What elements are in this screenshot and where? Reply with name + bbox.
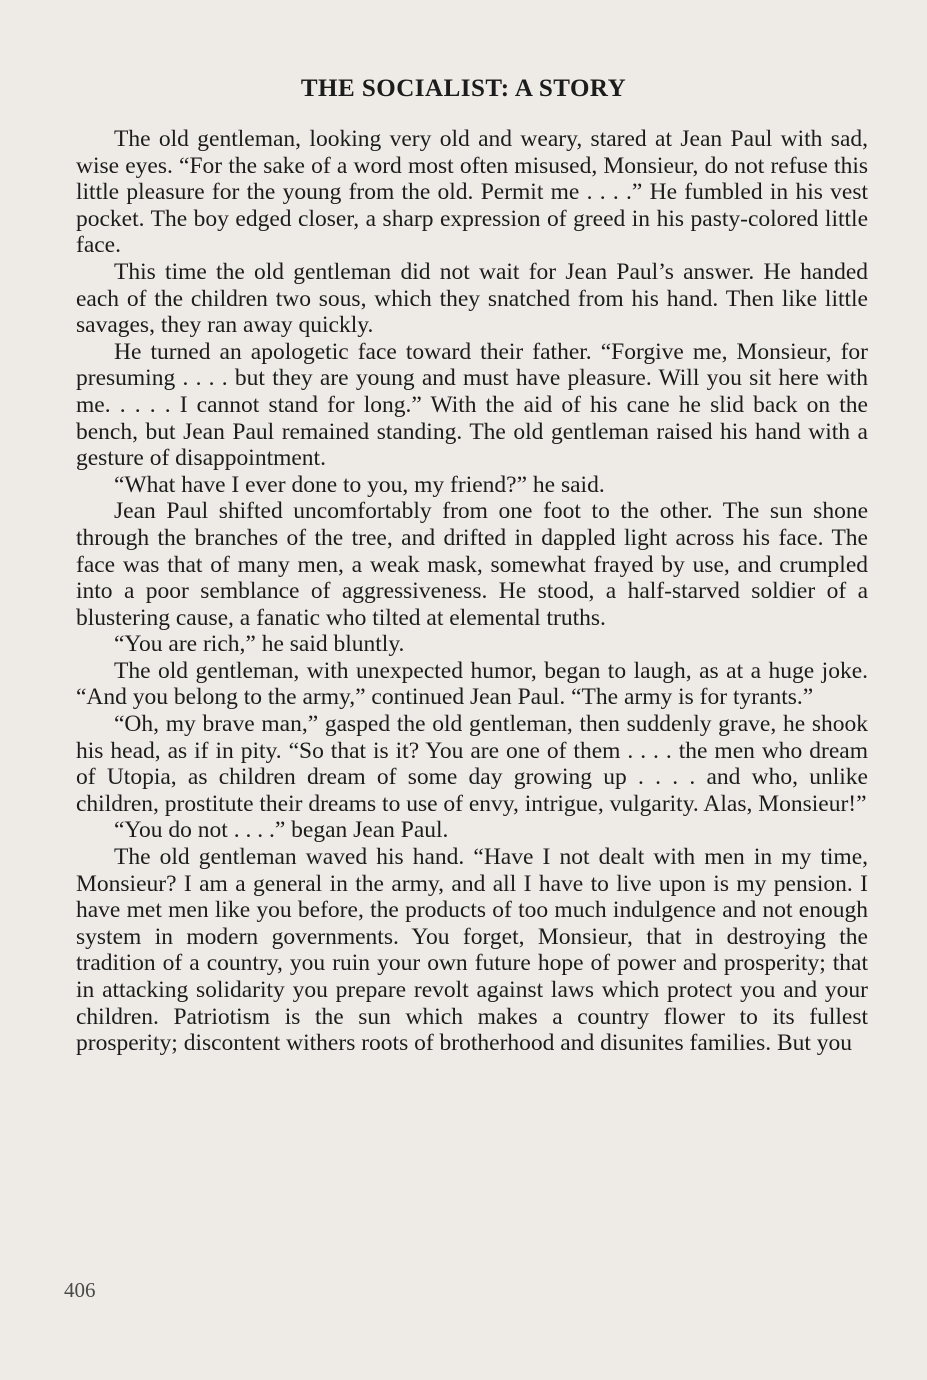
paragraph: “You do not . . . .” began Jean Paul. bbox=[114, 817, 449, 844]
running-head: THE SOCIALIST: A STORY bbox=[300, 75, 627, 102]
paragraph: “What have I ever done to you, my friend?” he said. bbox=[114, 471, 605, 498]
paragraph: The old gentleman waved his hand. “Have I not dealt with men in my time, Monsieur? I am a general in the army, and all I have to live upon is my pension. I have met men like you before, the products of too much indulgence and not enough system in modern governments. You forget, Monsieur, that in destroying the tradition of a country, you ruin your own future hope of power and prosperity; that in attacking solidarity you prepare revolt against laws which protect you and your children. Patriotism is the sun which makes a country flower to its fullest prosperity; discontent withers roots of brotherhood and disunites families. But you bbox=[76, 844, 868, 1057]
paragraph: The old gentleman, looking very old and weary, stared at Jean Paul with sad, wise eyes. “For the sake of a word most often misused, Monsieur, do not refuse this little pleasure for the young from the old. Permit me . . . .” He fumbled in his vest pocket. The boy edged closer, a sharp expression of greed in his pasty-colored little face. bbox=[76, 126, 868, 259]
body-text bbox=[76, 126, 868, 1057]
paragraph: Jean Paul shifted uncomfortably from one foot to the other. The sun shone through the branches of the tree, and drifted in dappled light across his face. The face was that of many men, a weak mask, somewhat frayed by use, and crumpled into a poor semblance of aggressiveness. He stood, a half-starved soldier of a blustering cause, a fanatic who tilted at elemental truths. bbox=[76, 498, 868, 631]
page-number: 406 bbox=[64, 1278, 96, 1302]
paragraph: This time the old gentleman did not wait for Jean Paul’s answer. He handed each of the children two sous, which they snatched from his hand. Then like little savages, they ran away quickly. bbox=[76, 258, 868, 339]
paragraph: The old gentleman, with unexpected humor, began to laugh, as at a huge joke. “And you belong to the army,” continued Jean Paul. “The army is for tyrants.” bbox=[76, 657, 868, 711]
paragraph: “Oh, my brave man,” gasped the old gentleman, then suddenly grave, he shook his head, as if in pity. “So that is it? You are one of them . . . . the men who dream of Utopia, as children dream of some day growing up . . . . and who, unlike children, prostitute their dreams to use of envy, intrigue, vulgarity. Alas, Monsieur!” bbox=[76, 711, 868, 817]
paragraph: He turned an apologetic face toward their father. “Forgive me, Monsieur, for presuming . . . . but they are young and must have pleasure. Will you sit here with me. . . . . I cannot stand for long.” With the aid of his cane he slid back on the bench, but Jean Paul remained standing. The old gentleman raised his hand with a gesture of disappointment. bbox=[76, 338, 868, 472]
paragraph: “You are rich,” he said bluntly. bbox=[114, 631, 405, 658]
